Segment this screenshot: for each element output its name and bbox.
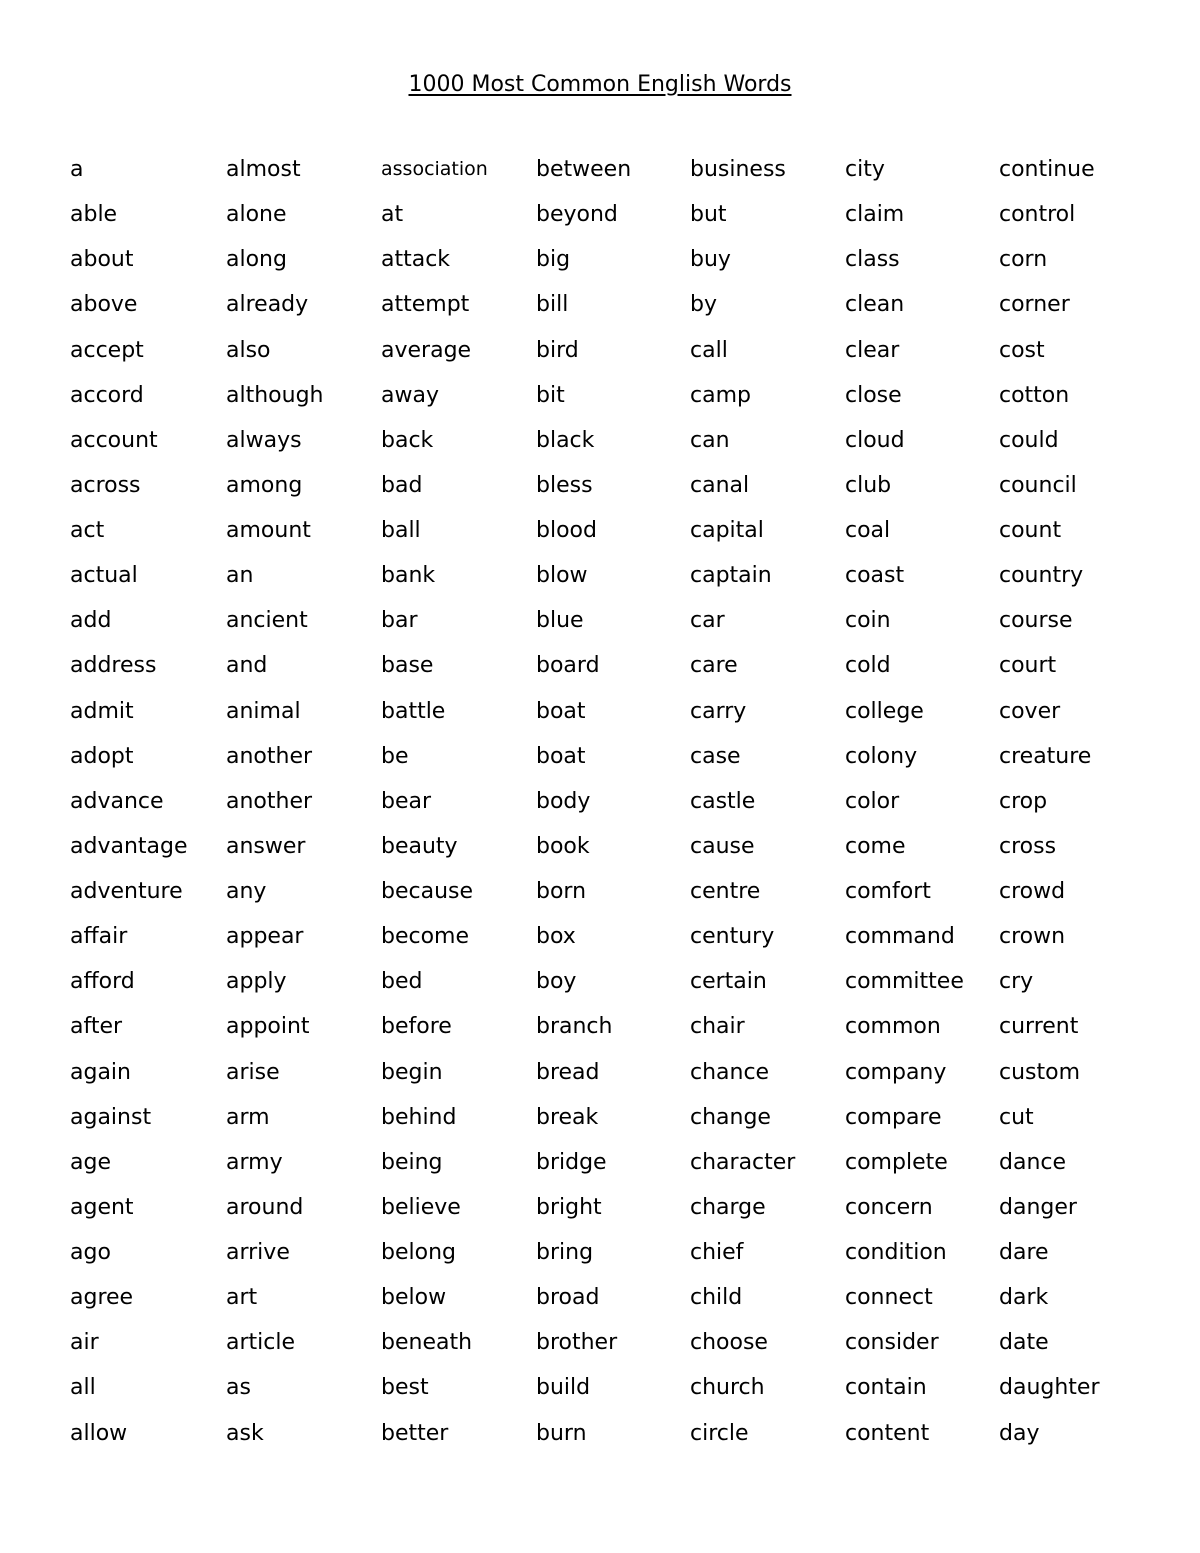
word-item: chair — [690, 1014, 745, 1040]
word-item: dare — [999, 1240, 1049, 1265]
word-item: cross — [999, 833, 1057, 859]
word-item: bear — [381, 788, 432, 814]
word-item: boat — [536, 743, 586, 769]
word-item: canal — [690, 472, 750, 498]
word-item: compare — [845, 1104, 942, 1130]
word-item: colony — [845, 743, 918, 769]
word-item: battle — [381, 698, 446, 724]
word-item: agree — [70, 1285, 134, 1311]
word-item: day — [999, 1420, 1040, 1446]
word-item: could — [999, 427, 1059, 453]
word-item: ago — [70, 1240, 111, 1265]
word-item: age — [70, 1149, 111, 1175]
word-item: cut — [999, 1104, 1034, 1130]
word-item: coin — [845, 608, 891, 634]
word-item: charge — [690, 1194, 766, 1220]
word-item: burn — [536, 1420, 587, 1446]
word-item: church — [690, 1375, 765, 1401]
word-item: creature — [999, 743, 1092, 769]
word-item: close — [845, 382, 902, 408]
word-item: content — [845, 1420, 930, 1446]
word-item: cost — [999, 337, 1045, 363]
word-item: almost — [226, 157, 301, 182]
word-item: change — [690, 1104, 771, 1130]
word-item: date — [999, 1330, 1049, 1356]
word-item: begin — [381, 1059, 443, 1085]
word-item: between — [536, 157, 632, 182]
word-item: any — [226, 879, 267, 904]
word-item: below — [381, 1285, 447, 1311]
word-item: ask — [226, 1420, 264, 1446]
word-item: come — [845, 833, 906, 859]
word-column-4 — [536, 147, 696, 1456]
word-item: cover — [999, 698, 1061, 724]
word-item: count — [999, 518, 1062, 543]
word-item: cotton — [999, 382, 1070, 408]
word-item: country — [999, 563, 1084, 589]
word-item: buy — [690, 247, 731, 273]
word-item: clean — [845, 292, 905, 318]
word-item: box — [536, 924, 576, 950]
word-item: century — [690, 924, 775, 950]
word-item: attempt — [381, 292, 470, 318]
word-item: beauty — [381, 833, 458, 859]
word-item: around — [226, 1194, 304, 1220]
word-item: corn — [999, 247, 1048, 273]
word-item: condition — [845, 1240, 947, 1265]
word-item: advantage — [70, 833, 188, 859]
word-item: advance — [70, 788, 164, 814]
word-item: along — [226, 247, 287, 273]
word-item: build — [536, 1375, 591, 1401]
word-item: before — [381, 1014, 452, 1040]
word-item: become — [381, 924, 470, 950]
word-item: bright — [536, 1194, 602, 1220]
word-item: away — [381, 382, 439, 408]
word-item: bit — [536, 382, 565, 408]
word-item: choose — [690, 1330, 768, 1356]
word-item: bread — [536, 1059, 600, 1085]
word-item: base — [381, 653, 434, 679]
word-item: business — [690, 157, 786, 182]
word-item: chief — [690, 1240, 744, 1265]
word-item: cold — [845, 653, 891, 679]
word-item: college — [845, 698, 924, 724]
word-item: believe — [381, 1194, 461, 1220]
word-item: act — [70, 518, 105, 543]
word-item: crowd — [999, 879, 1066, 904]
word-item: always — [226, 427, 302, 453]
word-item: contain — [845, 1375, 927, 1401]
word-item: castle — [690, 788, 756, 814]
word-item: bed — [381, 969, 423, 995]
word-item: average — [381, 337, 472, 363]
word-item: body — [536, 788, 591, 814]
word-item: animal — [226, 698, 301, 724]
word-item: brother — [536, 1330, 618, 1356]
word-item: an — [226, 563, 254, 589]
word-item: beyond — [536, 202, 618, 228]
word-item: all — [70, 1375, 96, 1401]
word-item: care — [690, 653, 738, 679]
word-item: bar — [381, 608, 418, 634]
word-item: blow — [536, 563, 588, 589]
word-item: above — [70, 292, 138, 318]
word-item: bad — [381, 472, 423, 498]
word-item: by — [690, 292, 717, 318]
word-item: affair — [70, 924, 128, 950]
word-item: court — [999, 653, 1057, 679]
word-item: control — [999, 202, 1076, 228]
word-item: answer — [226, 833, 306, 859]
word-item: alone — [226, 202, 287, 228]
word-item: crop — [999, 788, 1048, 814]
word-item: amount — [226, 518, 311, 543]
word-item: bring — [536, 1240, 594, 1265]
word-item: but — [690, 202, 727, 228]
word-item: call — [690, 337, 728, 363]
word-item: carry — [690, 698, 747, 724]
word-item: also — [226, 337, 271, 363]
word-item: camp — [690, 382, 751, 408]
word-item: child — [690, 1285, 743, 1311]
word-item: cry — [999, 969, 1034, 995]
word-item: ball — [381, 518, 421, 543]
word-item: blood — [536, 518, 597, 543]
word-item: across — [70, 472, 141, 498]
word-item: can — [690, 427, 730, 453]
word-item: appear — [226, 924, 304, 950]
word-item: ancient — [226, 608, 308, 634]
word-item: able — [70, 202, 118, 228]
word-item: consider — [845, 1330, 939, 1356]
word-item: born — [536, 879, 587, 904]
word-item: dark — [999, 1285, 1049, 1311]
word-item: daughter — [999, 1375, 1100, 1401]
word-item: concern — [845, 1194, 933, 1220]
word-item: a — [70, 157, 84, 182]
word-item: certain — [690, 969, 767, 995]
word-item: accept — [70, 337, 144, 363]
word-item: board — [536, 653, 600, 679]
word-item: corner — [999, 292, 1070, 318]
word-item: best — [381, 1375, 429, 1401]
word-column-2 — [226, 147, 386, 1456]
word-item: agent — [70, 1194, 134, 1220]
word-item: among — [226, 472, 303, 498]
word-item: and — [226, 653, 268, 679]
word-item: air — [70, 1330, 99, 1356]
word-item: blue — [536, 608, 584, 634]
word-item: comfort — [845, 879, 931, 904]
word-item: behind — [381, 1104, 457, 1130]
word-item: bank — [381, 563, 436, 589]
word-item: although — [226, 382, 324, 408]
word-item: circle — [690, 1420, 749, 1446]
word-item: crown — [999, 924, 1066, 950]
word-item: another — [226, 788, 313, 814]
word-item: character — [690, 1149, 796, 1175]
word-item: accord — [70, 382, 144, 408]
word-item: art — [226, 1285, 258, 1311]
word-item: current — [999, 1014, 1079, 1040]
word-item: common — [845, 1014, 941, 1040]
word-item: car — [690, 608, 725, 634]
word-item: being — [381, 1149, 443, 1175]
word-item: association — [381, 158, 488, 180]
word-item: again — [70, 1059, 131, 1085]
word-item: afford — [70, 969, 135, 995]
word-column-5 — [690, 147, 850, 1456]
page-title: 1000 Most Common English Words — [408, 72, 792, 97]
word-item: command — [845, 924, 955, 950]
word-item: bird — [536, 337, 579, 363]
word-item: chance — [690, 1059, 770, 1085]
word-item: bridge — [536, 1149, 607, 1175]
word-item: case — [690, 743, 741, 769]
word-item: custom — [999, 1059, 1081, 1085]
word-item: bill — [536, 292, 569, 318]
word-item: coast — [845, 563, 905, 589]
word-item: centre — [690, 879, 761, 904]
word-item: claim — [845, 202, 905, 228]
word-item: at — [381, 202, 404, 228]
word-item: boy — [536, 969, 577, 995]
word-item: city — [845, 157, 885, 182]
word-item: club — [845, 472, 892, 498]
word-item: capital — [690, 518, 764, 543]
word-item: adopt — [70, 743, 134, 769]
word-item: as — [226, 1375, 251, 1401]
word-item: black — [536, 427, 595, 453]
word-item: about — [70, 247, 134, 273]
word-item: article — [226, 1330, 296, 1356]
word-item: already — [226, 292, 309, 318]
word-column-1 — [70, 147, 230, 1456]
word-item: boat — [536, 698, 586, 724]
word-item: better — [381, 1420, 449, 1446]
word-item: after — [70, 1014, 123, 1040]
word-item: clear — [845, 337, 900, 363]
word-item: army — [226, 1149, 283, 1175]
word-item: committee — [845, 969, 964, 995]
word-item: account — [70, 427, 158, 453]
word-item: big — [536, 247, 571, 273]
word-item: dance — [999, 1149, 1067, 1175]
word-item: continue — [999, 157, 1095, 182]
word-item: beneath — [381, 1330, 473, 1356]
word-item: arise — [226, 1059, 280, 1085]
word-item: company — [845, 1059, 947, 1085]
word-item: adventure — [70, 879, 183, 904]
word-item: against — [70, 1104, 152, 1130]
word-item: address — [70, 653, 157, 679]
word-item: cause — [690, 833, 755, 859]
word-item: broad — [536, 1285, 600, 1311]
word-item: admit — [70, 698, 134, 724]
word-item: bless — [536, 472, 593, 498]
word-column-3 — [381, 147, 541, 1456]
word-item: class — [845, 247, 900, 273]
word-item: because — [381, 879, 474, 904]
word-item: branch — [536, 1014, 613, 1040]
word-item: captain — [690, 563, 772, 589]
word-item: danger — [999, 1194, 1077, 1220]
word-item: coal — [845, 518, 891, 543]
word-item: council — [999, 472, 1077, 498]
word-item: arrive — [226, 1240, 290, 1265]
word-item: color — [845, 788, 900, 814]
word-item: arm — [226, 1104, 270, 1130]
word-item: back — [381, 427, 434, 453]
word-item: break — [536, 1104, 599, 1130]
word-item: apply — [226, 969, 287, 995]
word-item: connect — [845, 1285, 933, 1311]
word-column-6 — [845, 147, 1005, 1456]
word-column-7 — [999, 147, 1159, 1456]
word-item: appoint — [226, 1014, 310, 1040]
word-item: be — [381, 743, 409, 769]
word-item: cloud — [845, 427, 905, 453]
word-columns — [70, 147, 1150, 1467]
word-item: another — [226, 743, 313, 769]
word-item: actual — [70, 563, 138, 589]
word-item: belong — [381, 1240, 456, 1265]
word-item: allow — [70, 1420, 128, 1446]
word-item: attack — [381, 247, 451, 273]
word-item: book — [536, 833, 590, 859]
word-item: add — [70, 608, 112, 634]
word-item: course — [999, 608, 1073, 634]
word-item: complete — [845, 1149, 948, 1175]
